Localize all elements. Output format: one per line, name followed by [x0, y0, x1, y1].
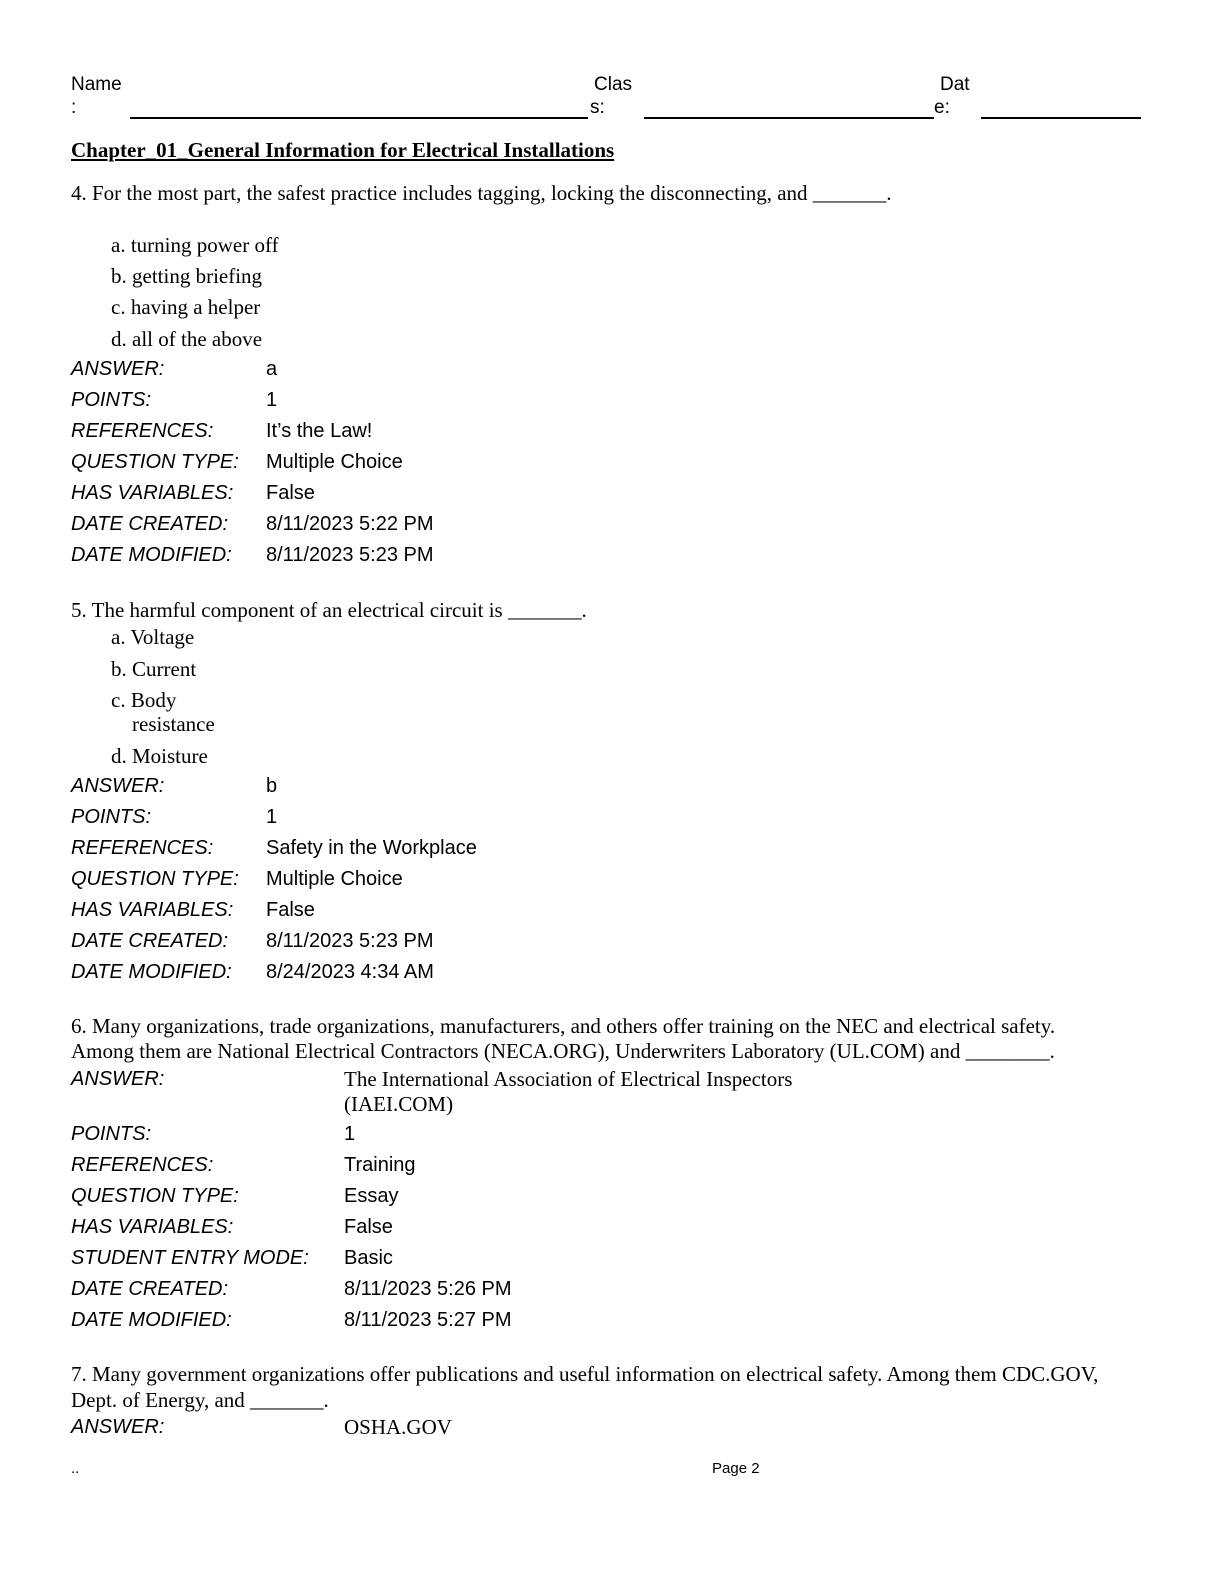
date-created-value: 8/11/2023 5:26 PM: [344, 1278, 512, 1300]
date-modified-label: DATE MODIFIED:: [71, 544, 232, 566]
references-value: It’s the Law!: [266, 420, 373, 442]
answer-label: ANSWER:: [71, 1416, 165, 1438]
date-created-value: 8/11/2023 5:22 PM: [266, 513, 434, 535]
question-type-value: Multiple Choice: [266, 451, 403, 473]
references-label: REFERENCES:: [71, 420, 214, 442]
chapter-title: Chapter_01_General Information for Electrical Installations: [71, 138, 615, 162]
points-value: 1: [344, 1123, 356, 1145]
has-variables-value: False: [266, 482, 315, 504]
date-modified-value: 8/11/2023 5:23 PM: [266, 544, 434, 566]
points-label: POINTS:: [71, 1123, 152, 1145]
name-field-line[interactable]: [130, 117, 588, 119]
question-text-line-2: Dept. of Energy, and _______.: [71, 1388, 329, 1412]
option-c: c. Body: [111, 688, 177, 712]
answer-label: ANSWER:: [71, 775, 165, 797]
question-type-value: Multiple Choice: [266, 868, 403, 890]
date-modified-label: DATE MODIFIED:: [71, 961, 232, 983]
answer-label: ANSWER:: [71, 358, 165, 380]
date-modified-value: 8/11/2023 5:27 PM: [344, 1309, 512, 1331]
page-number: Page 2: [712, 1460, 760, 1477]
name-label-colon: :: [71, 97, 77, 118]
question-text-line-1: 6. Many organizations, trade organizations, manufacturers, and others offer training on the NEC and electrical safety.: [71, 1014, 1056, 1038]
question-text-line-1: 7. Many government organizations offer publications and useful information on electrical safety. Among them CDC.GOV,: [71, 1362, 1099, 1386]
option-c-continued: resistance: [132, 712, 215, 736]
points-value: 1: [266, 389, 278, 411]
question-text-line-2: Among them are National Electrical Contractors (NECA.ORG), Underwriters Laboratory (UL.COM) and ________.: [71, 1039, 1055, 1063]
answer-value: a: [266, 358, 278, 380]
option-d: d. Moisture: [111, 744, 208, 768]
has-variables-label: HAS VARIABLES:: [71, 482, 234, 504]
answer-label: ANSWER:: [71, 1068, 165, 1090]
date-field-line[interactable]: [981, 117, 1141, 119]
answer-value: OSHA.GOV: [344, 1415, 452, 1439]
date-modified-label: DATE MODIFIED:: [71, 1309, 232, 1331]
references-value: Safety in the Workplace: [266, 837, 477, 859]
class-label-suffix: s:: [590, 97, 605, 118]
student-entry-mode-value: Basic: [344, 1247, 393, 1269]
points-label: POINTS:: [71, 806, 152, 828]
points-label: POINTS:: [71, 389, 152, 411]
option-b: b. getting briefing: [111, 264, 263, 288]
points-value: 1: [266, 806, 278, 828]
option-b: b. Current: [111, 657, 197, 681]
date-created-label: DATE CREATED:: [71, 513, 229, 535]
has-variables-value: False: [344, 1216, 393, 1238]
has-variables-value: False: [266, 899, 315, 921]
option-a: a. turning power off: [111, 233, 279, 257]
date-label-suffix: e:: [934, 97, 950, 118]
question-type-value: Essay: [344, 1185, 399, 1207]
has-variables-label: HAS VARIABLES:: [71, 899, 234, 921]
references-value: Training: [344, 1154, 416, 1176]
date-label: Dat: [940, 74, 970, 95]
answer-value-line-1: The International Association of Electrical Inspectors: [344, 1067, 793, 1091]
question-type-label: QUESTION TYPE:: [71, 868, 239, 890]
date-created-label: DATE CREATED:: [71, 1278, 229, 1300]
option-d: d. all of the above: [111, 327, 263, 351]
answer-value: b: [266, 775, 278, 797]
date-modified-value: 8/24/2023 4:34 AM: [266, 961, 434, 983]
question-text: 5. The harmful component of an electrical circuit is _______.: [71, 598, 587, 622]
option-c: c. having a helper: [111, 295, 261, 319]
has-variables-label: HAS VARIABLES:: [71, 1216, 234, 1238]
class-field-line[interactable]: [644, 117, 934, 119]
class-label: Clas: [594, 74, 633, 95]
date-created-value: 8/11/2023 5:23 PM: [266, 930, 434, 952]
references-label: REFERENCES:: [71, 837, 214, 859]
references-label: REFERENCES:: [71, 1154, 214, 1176]
student-entry-mode-label: STUDENT ENTRY MODE:: [71, 1247, 309, 1269]
option-a: a. Voltage: [111, 625, 195, 649]
question-type-label: QUESTION TYPE:: [71, 1185, 239, 1207]
answer-value-line-2: (IAEI.COM): [344, 1092, 454, 1116]
date-created-label: DATE CREATED:: [71, 930, 229, 952]
question-type-label: QUESTION TYPE:: [71, 451, 239, 473]
name-label: Name: [71, 74, 122, 95]
footer-left: ..: [71, 1460, 80, 1477]
question-text: 4. For the most part, the safest practice includes tagging, locking the disconnecting, and _______.: [71, 181, 892, 205]
